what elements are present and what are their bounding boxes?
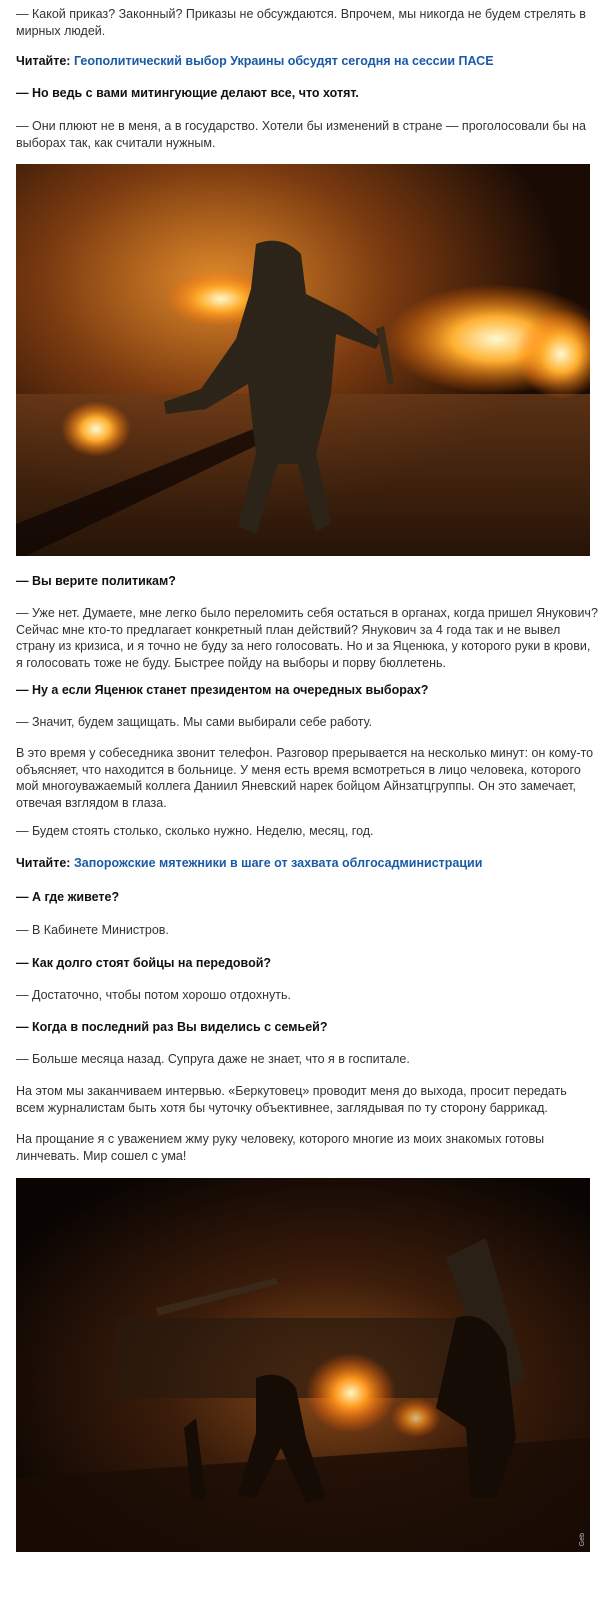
protester-molotov-photo (16, 164, 590, 556)
narrative-paragraph: На прощание я с уважением жму руку человеку, которого многие из моих знакомых готовы линчевать. Мир сошел с ума! (16, 1132, 545, 1163)
answer-paragraph: — Достаточно, чтобы потом хорошо отдохнуть. (16, 988, 291, 1002)
barricade-fire-photo (16, 1178, 590, 1552)
question-paragraph: — А где живете? (16, 890, 120, 904)
narrative-paragraph: В это время у собеседника звонит телефон. Разговор прерывается на несколько минут: он кому-то объясняет, что находится в больнице. У меня есть время всмотреться в лицо человека, которого мой многоуважаемый коллега Даниил Яневский нарек бойцом Айнзатцгруппы. Он это замечает, отвечая взглядом в глаза. (16, 746, 594, 810)
related-prefix: Читайте: (16, 856, 71, 870)
related-prefix: Читайте: (16, 54, 71, 68)
answer-paragraph: — Они плюют не в меня, а в государство. Хотели бы изменений в стране — проголосовали бы на выборах так, как считали нужным. (16, 119, 586, 150)
answer-paragraph: — Уже нет. Думаете, мне легко было переломить себя остаться в органах, когда пришел Янукович? Сейчас мне кто-то предлагает конкретный план действий? Янукович за 4 года так и не вывел страну из кризиса, и я точно не буду за него голосовать. Но и за Яценюка, у которого руки в крови, я голосовать тоже не буду. Быстрее пойду на выборы и порву бюллетень. (16, 606, 598, 670)
related-link-1 (16, 53, 598, 70)
question-paragraph: — Вы верите политикам? (16, 574, 176, 588)
question-paragraph: — Когда в последний раз Вы виделись с семьей? (16, 1020, 328, 1034)
question-paragraph: — Как долго стоят бойцы на передовой? (16, 956, 272, 970)
answer-paragraph: — Будем стоять столько, сколько нужно. Неделю, месяц, год. (16, 824, 374, 838)
related-link-2 (16, 855, 598, 872)
question-paragraph: — Ну а если Яценюк станет президентом на очередных выборах? (16, 683, 429, 697)
answer-paragraph: — Значит, будем защищать. Мы сами выбирали себе работу. (16, 715, 373, 729)
question-paragraph: — Но ведь с вами митингующие делают все, что хотят. (16, 86, 359, 100)
photo-credit: Geb (579, 1532, 586, 1546)
narrative-paragraph: На этом мы заканчиваем интервью. «Беркутовец» проводит меня до выхода, просит передать всем журналистам быть хотя бы чуточку объективнее, заглядывая по ту сторону баррикад. (16, 1084, 567, 1115)
related-article-link[interactable]: Геополитический выбор Украины обсудят сегодня на сессии ПАСЕ (73, 54, 494, 68)
answer-paragraph: — Больше месяца назад. Супруга даже не знает, что я в госпитале. (16, 1052, 410, 1066)
answer-paragraph: — Какой приказ? Законный? Приказы не обсуждаются. Впрочем, мы никогда не будем стрелять в мирных людей. (16, 7, 586, 38)
related-article-link[interactable]: Запорожские мятежники в шаге от захвата облгосадминистрации (73, 856, 483, 870)
answer-paragraph: — В Кабинете Министров. (16, 923, 169, 937)
